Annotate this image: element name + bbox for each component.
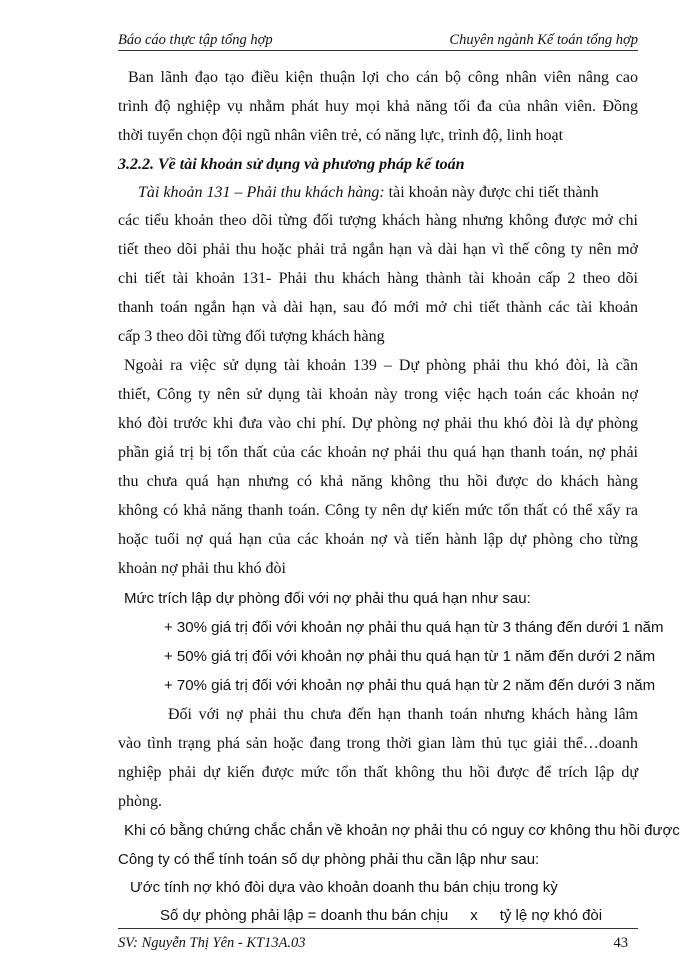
rate-item: + 30% giá trị đối với khoản nợ phải thu quá hạn từ 3 tháng đến dưới 1 năm (164, 619, 664, 636)
account-131-title: Tài khoản 131 – Phải thu khách hàng: (138, 184, 385, 201)
paragraph-line: cấp 3 theo dõi từng đối tượng khách hàng (118, 328, 385, 345)
rate-intro: Mức trích lập dự phòng đối với nợ phải thu quá hạn như sau: (124, 590, 531, 607)
paragraph-line: các tiểu khoản theo dõi từng đối tượng khách hàng nhưng không được mở chi (118, 212, 638, 229)
rate-item: + 50% giá trị đối với khoản nợ phải thu quá hạn từ 1 năm đến dưới 2 năm (164, 648, 656, 665)
paragraph-line: khoản nợ phải thu khó đòi (118, 560, 286, 577)
header-right: Chuyên ngành Kế toán tổng hợp (449, 32, 638, 48)
paragraph-line: Ban lãnh đạo tạo điều kiện thuận lợi cho cán bộ công nhân viên nâng cao (128, 69, 638, 86)
paragraph-line: Công ty có thể tính toán số dự phòng phải thu cần lập như sau: (118, 851, 540, 868)
formula-lhs: Số dự phòng phải lập = doanh thu bán chịu (160, 907, 449, 924)
paragraph-line: tiết theo dõi phải thu hoặc phải trả ngắn hạn và dài hạn vì thế công ty nên mở (118, 241, 638, 258)
formula-operator: x (470, 907, 478, 924)
paragraph-line: hoặc tuổi nợ quá hạn của các khoản nợ và tiến hành lập dự phòng cho từng (118, 531, 638, 548)
paragraph-line: Đối với nợ phải thu chưa đến hạn thanh toán nhưng khách hàng lâm (168, 706, 638, 723)
paragraph-line: khó đòi trước khi đưa vào chi phí. Dự phòng nợ phải thu khó đòi là dự phòng (118, 415, 638, 432)
paragraph-line: chi tiết tài khoản 131- Phải thu khách hàng thành tài khoản cấp 2 theo dõi (118, 270, 638, 287)
paragraph-line: Khi có bằng chứng chắc chắn về khoản nợ phải thu có nguy cơ không thu hồi được (124, 822, 680, 839)
paragraph-line: thời tuyển chọn đội ngũ nhân viên trẻ, có năng lực, trình độ, linh hoạt (118, 127, 564, 144)
section-heading: 3.2.2. Về tài khoản sử dụng và phương pháp kế toán (118, 156, 465, 173)
paragraph-line: phần giá trị bị tổn thất của các khoản nợ phải thu quá hạn thanh toán, nợ phải (118, 444, 638, 461)
paragraph-line: thiết, Công ty nên sử dụng tài khoản này trong việc hạch toán các khoản nợ (118, 386, 638, 403)
estimate-line: Ước tính nợ khó đòi dựa vào khoản doanh thu bán chịu trong kỳ (130, 879, 558, 896)
rate-item: + 70% giá trị đối với khoản nợ phải thu quá hạn từ 2 năm đến dưới 3 năm (164, 677, 656, 694)
footer-author: SV: Nguyễn Thị Yên - KT13A.03 (118, 935, 306, 951)
header-left: Báo cáo thực tập tổng hợp (118, 32, 273, 48)
paragraph-line: Tài khoản 131 – Phải thu khách hàng: tài khoản này được chi tiết thành (138, 184, 599, 201)
paragraph-line: trình độ nghiệp vụ nhằm phát huy mọi khả năng tối đa của nhân viên. Đồng (118, 98, 638, 115)
paragraph-line: phòng. (118, 793, 162, 810)
page-number: 43 (613, 935, 628, 951)
formula-rhs: tỷ lệ nợ khó đòi (499, 907, 603, 924)
page-footer (118, 928, 638, 953)
paragraph-line: vào tình trạng phá sản hoặc đang trong thời gian làm thủ tục giải thể…doanh (118, 735, 638, 752)
paragraph-line: thanh toán ngắn hạn và dài hạn, sau đó mới mở chi tiết thành các tài khoản (118, 299, 638, 316)
provision-formula (160, 905, 638, 927)
paragraph-line: không có khả năng thanh toán. Công ty nên dự kiến mức tổn thất có thể xẩy ra (118, 502, 638, 519)
page-header (118, 30, 638, 51)
paragraph-line: nghiệp phải dự kiến được mức tổn thất không thu hồi được để trích lập dự (118, 764, 638, 781)
paragraph-line: Ngoài ra việc sử dụng tài khoản 139 – Dự phòng phải thu khó đòi, là cần (124, 357, 638, 374)
paragraph-line: thu chưa quá hạn nhưng có khả năng không thu hồi được do khách hàng (118, 473, 638, 490)
